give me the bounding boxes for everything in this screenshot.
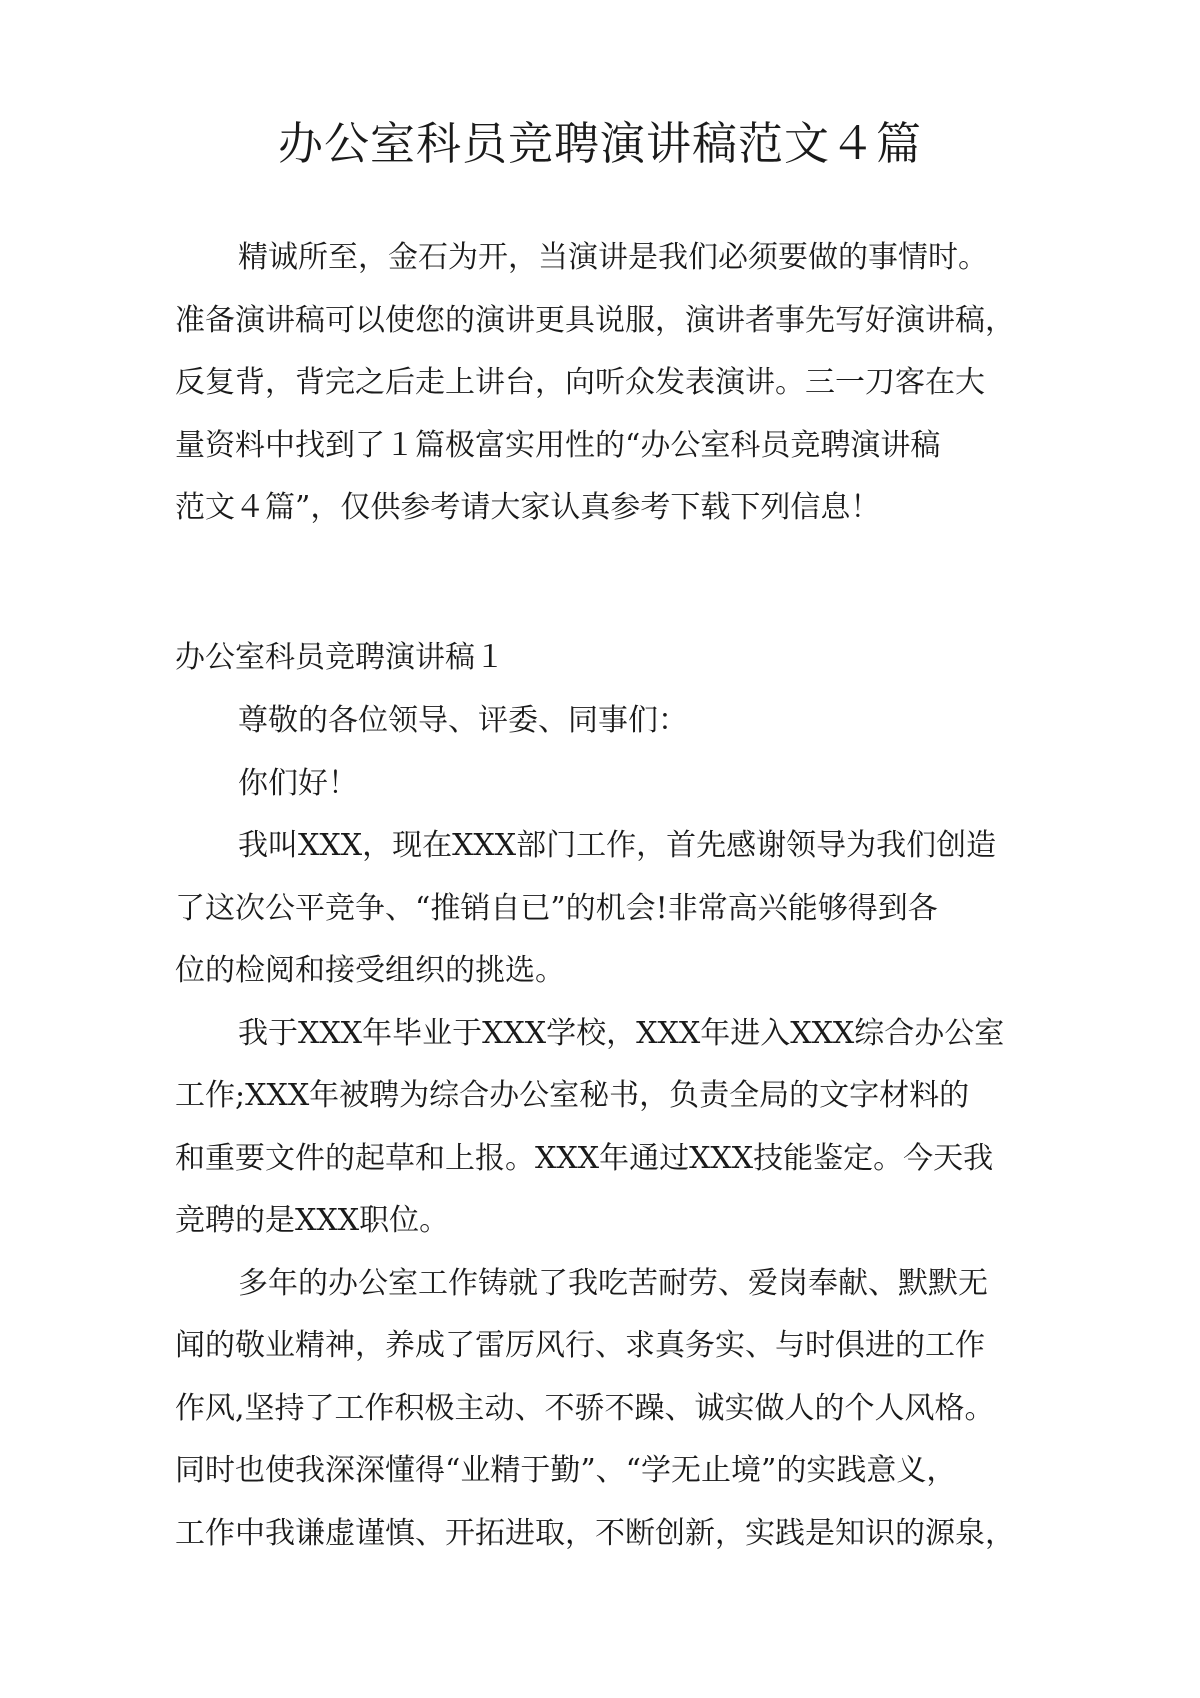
paragraph2-line: 和重要文件的起草和上报。XXX年通过XXX技能鉴定。今天我 (175, 1140, 994, 1176)
paragraph3-line: 同时也使我深深懂得“业精于勤”、“学无止境”的实践意义， (175, 1453, 957, 1488)
paragraph2-line: 工作;XXX年被聘为综合办公室秘书，负责全局的文字材料的 (175, 1078, 970, 1113)
speech-body (175, 690, 1055, 1565)
paragraph3-line: 工作中我谦虚谨慎、开拓进取，不断创新，实践是知识的源泉， (175, 1515, 1015, 1551)
greeting: 你们好！ (238, 765, 358, 801)
document-title: 办公室科员竞聘演讲稿范文４篇 (277, 117, 922, 170)
paragraph3-line: 闻的敬业精神，养成了雷厉风行、求真务实、与时俱进的工作 (175, 1328, 985, 1363)
intro-line: 精诚所至，金石为开，当演讲是我们必须要做的事情时。 (238, 240, 988, 275)
paragraph3-line: 作风,坚持了工作积极主动、不骄不躁、诚实做人的个人风格。 (175, 1390, 995, 1426)
paragraph2-line: 竞聘的是XXX职位。 (175, 1203, 450, 1238)
intro-line: 准备演讲稿可以使您的演讲更具说服，演讲者事先写好演讲稿， (175, 302, 1015, 338)
paragraph1-line: 位的检阅和接受组织的挑选。 (175, 953, 565, 988)
salutation: 尊敬的各位领导、评委、同事们： (238, 703, 688, 738)
paragraph1-line: 了这次公平竞争、“推销自已”的机会!非常高兴能够得到各 (175, 890, 938, 926)
intro-line: 量资料中找到了１篇极富实用性的“办公室科员竞聘演讲稿 (175, 427, 941, 463)
intro-paragraph (175, 227, 1055, 540)
section-heading: 办公室科员竞聘演讲稿１ (175, 640, 505, 675)
intro-line: 反复背，背完之后走上讲台，向听众发表演讲。三一刀客在大 (175, 365, 985, 400)
paragraph2-line: 我于XXX年毕业于XXX学校，XXX年进入XXX综合办公室 (238, 1015, 1005, 1051)
section-heading-block (175, 627, 1055, 690)
intro-line: 范文４篇”，仅供参考请大家认真参考下载下列信息！ (175, 490, 881, 525)
paragraph3-line: 多年的办公室工作铸就了我吃苦耐劳、爱岗奉献、默默无 (238, 1265, 988, 1301)
paragraph1-line: 我叫XXX，现在XXX部门工作，首先感谢领导为我们创造 (238, 828, 997, 863)
